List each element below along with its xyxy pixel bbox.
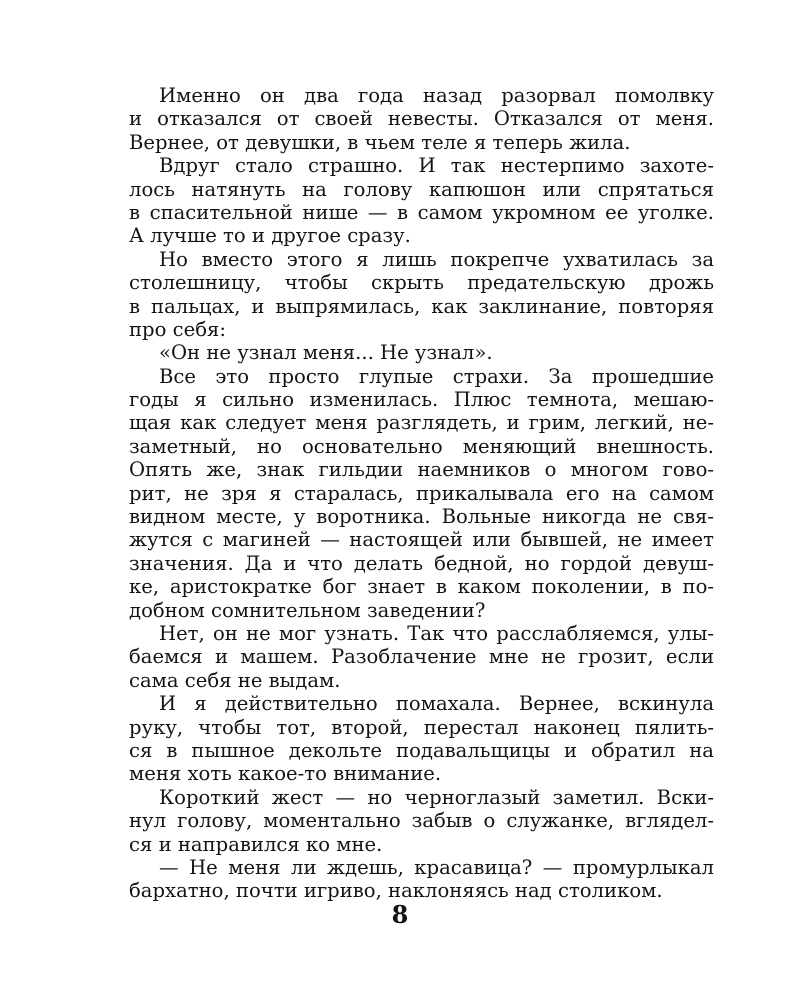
text-line: Опять же, знак гильдии наемников о многом гово- — [129, 458, 714, 482]
paragraph-3 — [129, 248, 714, 342]
text-line: руку, чтобы тот, второй, перестал наконец пялить- — [129, 715, 714, 739]
paragraph-1 — [129, 84, 714, 154]
text-line: значения. Да и что делать бедной, но гордой девуш- — [129, 551, 714, 575]
text-line: «Он не узнал меня... Не узнал». — [159, 341, 493, 365]
text-line: Вдруг стало страшно. И так нестерпимо захоте- — [159, 154, 714, 178]
text-line: Но вместо этого я лишь покрепче ухватилась за — [159, 247, 714, 271]
text-line: про себя: — [129, 317, 226, 341]
text-line: Короткий жест — но черноглазый заметил. Вски- — [159, 785, 714, 809]
text-line: лось натянуть на голову капюшон или спрятаться — [129, 177, 714, 201]
text-line: Нет, он не мог узнать. Так что расслабляемся, улы- — [159, 621, 714, 645]
paragraph-9 — [129, 856, 714, 903]
text-line: Вернее, от девушки, в чьем теле я теперь жила. — [129, 130, 631, 154]
text-line: и отказался от своей невесты. Отказался от меня. — [129, 107, 714, 131]
paragraph-4 — [129, 341, 714, 364]
text-line: И я действительно помахала. Вернее, вскинула — [159, 692, 714, 716]
paragraph-5 — [129, 365, 714, 622]
text-line: щая как следует меня разглядеть, и грим, легкий, не- — [129, 411, 714, 435]
text-line: в пальцах, и выпрямилась, как заклинание, повторяя — [129, 294, 714, 318]
text-line: ся в пышное декольте подавальщицы и обратил на — [129, 738, 714, 762]
text-line: годы я сильно изменилась. Плюс темнота, мешаю- — [129, 388, 714, 412]
text-line: рит, не зря я старалась, прикалывала его на самом — [129, 481, 714, 505]
text-line: — Не меня ли ждешь, красавица? — промурлыкал — [159, 855, 714, 879]
text-line: видном месте, у воротника. Вольные никогда не свя- — [129, 505, 714, 529]
text-line: ке, аристократке бог знает в каком поколении, в по- — [129, 575, 714, 599]
text-line: Все это просто глупые страхи. За прошедшие — [159, 364, 714, 388]
text-line: столешницу, чтобы скрыть предательскую дрожь — [129, 271, 714, 295]
text-line: бархатно, почти игриво, наклоняясь над столиком. — [129, 879, 663, 903]
text-line: баемся и машем. Разоблачение мне не грозит, если — [129, 645, 714, 669]
paragraph-7 — [129, 692, 714, 786]
paragraph-6 — [129, 622, 714, 692]
body-text — [129, 84, 714, 903]
text-line: в спасительной нише — в самом укромном ее уголке. — [129, 200, 714, 224]
page-number: 8 — [391, 900, 409, 929]
text-line: Именно он два года назад разорвал помолвку — [159, 84, 714, 107]
text-line: А лучше то и другое сразу. — [129, 224, 411, 248]
text-line: добном сомнительном заведении? — [129, 598, 486, 622]
text-line: заметный, но основательно меняющий внешность. — [129, 434, 714, 458]
text-line: меня хоть какое-то внимание. — [129, 762, 442, 786]
text-line: нул голову, моментально забыв о служанке, вглядел- — [129, 809, 714, 833]
text-line: жутся с магиней — настоящей или бывшей, не имеет — [129, 528, 714, 552]
paragraph-8 — [129, 786, 714, 856]
text-line: ся и направился ко мне. — [129, 832, 383, 856]
paragraph-2 — [129, 154, 714, 248]
text-line: сама себя не выдам. — [129, 668, 341, 692]
